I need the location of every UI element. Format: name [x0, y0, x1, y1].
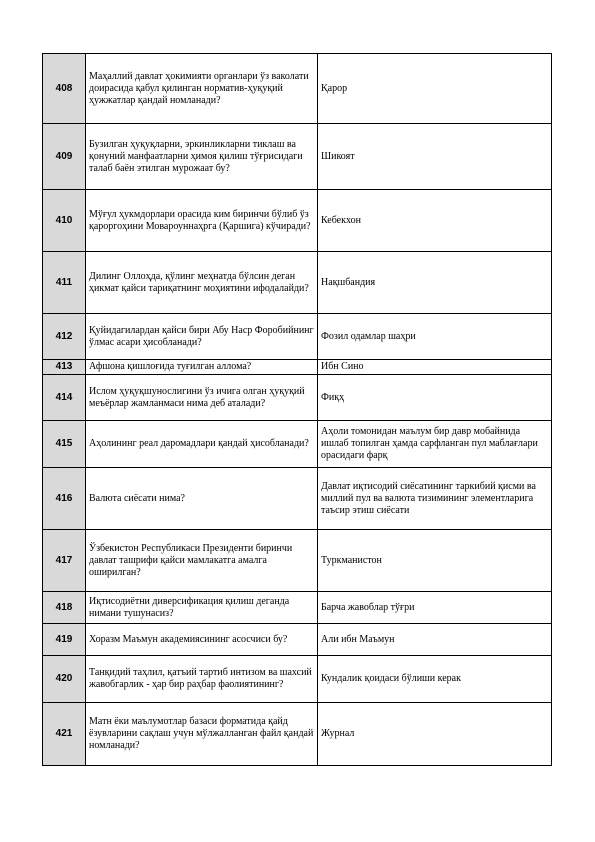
question-number: 412	[43, 314, 86, 360]
answer-text: Фиқҳ	[318, 375, 552, 421]
answer-text: Фозил одамлар шаҳри	[318, 314, 552, 360]
answer-text: Кундалик қоидаси бўлиши керак	[318, 656, 552, 703]
answer-text: Давлат иқтисодий сиёсатининг таркибий қисми ва миллий пул ва валюта тизимининг элементларига таъсир этиш сиёсати	[318, 468, 552, 530]
question-number: 416	[43, 468, 86, 530]
question-text: Ислом ҳуқуқшунослигини ўз ичига олган ҳуқуқий меъёрлар жамланмаси нима деб аталади?	[86, 375, 318, 421]
question-number: 413	[43, 360, 86, 375]
question-number: 415	[43, 421, 86, 468]
question-text: Маҳаллий давлат ҳокимияти органлари ўз ваколати доирасида қабул қилинган норматив-ҳуқуқий ҳужжатлар қандай номланади?	[86, 54, 318, 124]
question-text: Афшона қишлоғида туғилган аллома?	[86, 360, 318, 375]
qa-table	[42, 53, 552, 766]
question-number: 420	[43, 656, 86, 703]
table-row	[43, 54, 552, 124]
question-number: 408	[43, 54, 86, 124]
question-text: Иқтисодиётни диверсификация қилиш деганда нимани тушунасиз?	[86, 592, 318, 624]
table-row	[43, 656, 552, 703]
question-number: 414	[43, 375, 86, 421]
answer-text: Али ибн Маъмун	[318, 624, 552, 656]
answer-text: Қарор	[318, 54, 552, 124]
table-row	[43, 624, 552, 656]
question-number: 409	[43, 124, 86, 190]
table-row	[43, 530, 552, 592]
table-row	[43, 421, 552, 468]
table-row	[43, 375, 552, 421]
table-row	[43, 468, 552, 530]
table-row	[43, 190, 552, 252]
question-number: 417	[43, 530, 86, 592]
table-row	[43, 703, 552, 766]
question-text: Валюта сиёсати нима?	[86, 468, 318, 530]
question-number: 421	[43, 703, 86, 766]
answer-text: Барча жавоблар тўғри	[318, 592, 552, 624]
question-number: 410	[43, 190, 86, 252]
answer-text: Журнал	[318, 703, 552, 766]
question-text: Танқидий таҳлил, қатъий тартиб интизом ва шахсий жавобгарлик - ҳар бир раҳбар фаолиятининг?	[86, 656, 318, 703]
table-row	[43, 360, 552, 375]
table-row	[43, 592, 552, 624]
question-text: Аҳолининг реал даромадлари қандай ҳисобланади?	[86, 421, 318, 468]
question-number: 411	[43, 252, 86, 314]
answer-text: Нақшбандия	[318, 252, 552, 314]
question-number: 419	[43, 624, 86, 656]
answer-text: Кебекхон	[318, 190, 552, 252]
question-text: Дилинг Оллоҳда, қўлинг меҳнатда бўлсин деган ҳикмат қайси тариқатнинг моҳиятини ифодалайди?	[86, 252, 318, 314]
answer-text: Аҳоли томонидан маълум бир давр мобайнида ишлаб топилган ҳамда сарфланган пул маблағлари орасидаги фарқ	[318, 421, 552, 468]
question-text: Хоразм Маъмун академиясининг асосчиси бу?	[86, 624, 318, 656]
table-row	[43, 252, 552, 314]
answer-text: Шикоят	[318, 124, 552, 190]
answer-text: Ибн Сино	[318, 360, 552, 375]
question-text: Бузилган ҳуқуқларни, эркинликларни тиклаш ва қонуний манфаатларни ҳимоя қилиш тўғрисидаги талаб баён этилган мурожаат бу?	[86, 124, 318, 190]
table-row	[43, 314, 552, 360]
question-number: 418	[43, 592, 86, 624]
question-text: Ўзбекистон Республикаси Президенти биринчи давлат ташрифи қайси мамлакатга амалга оширилган?	[86, 530, 318, 592]
question-text: Матн ёки маълумотлар базаси форматида қайд ёзувларини сақлаш учун мўлжалланган файл қандай номланади?	[86, 703, 318, 766]
question-text: Қуйидагилардан қайси бири Абу Наср Форобийнинг ўлмас асари ҳисобланади?	[86, 314, 318, 360]
table-row	[43, 124, 552, 190]
question-text: Мўғул ҳукмдорлари орасида ким биринчи бўлиб ўз қароргоҳини Мовароуннаҳрга (Қаршига) кўчиради?	[86, 190, 318, 252]
answer-text: Туркманистон	[318, 530, 552, 592]
